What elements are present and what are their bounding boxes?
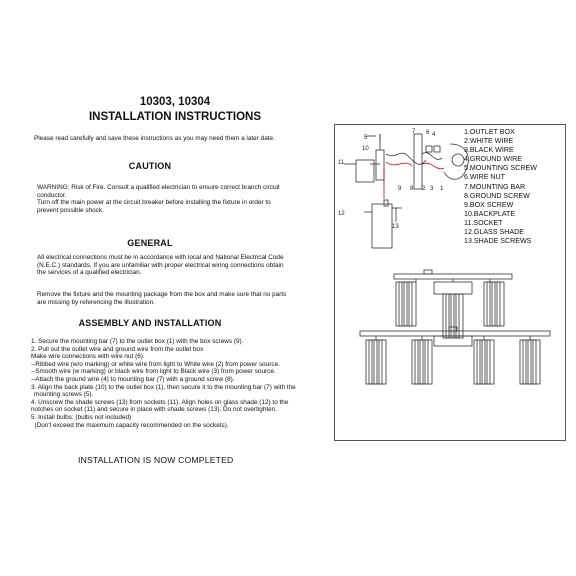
fixture-four-light — [360, 327, 550, 384]
mounting-assembly — [366, 134, 468, 189]
callout-1: 1 — [440, 186, 444, 192]
legend-item: 9.BOX SCREW — [464, 200, 514, 209]
callout-7: 7 — [412, 129, 416, 135]
caution-line: WARNING: Risk of Fire. Consult a qualified electrician to ensure correct branch circuit — [37, 184, 280, 191]
callout-9: 9 — [398, 186, 402, 192]
callout-8: 8 — [410, 186, 414, 192]
caution-heading: CAUTION — [128, 161, 172, 171]
general-line: Remove the fixture and the mounting package from the box and make sure that no parts — [37, 291, 287, 298]
callout-4: 4 — [432, 132, 436, 138]
legend-item: 10.BACKPLATE — [464, 209, 516, 218]
assembly-step: Make wire connections with wire nut (6). — [31, 353, 145, 361]
model-number: 10303, 10304 — [139, 96, 211, 108]
caution-section — [37, 184, 280, 214]
intro-text: Please read carefully and save these instructions as you may need them a later date. — [34, 135, 275, 142]
legend-item: 12.GLASS SHADE — [464, 228, 524, 237]
caution-line: conductor. — [37, 191, 67, 199]
completion-text: INSTALLATION IS NOW COMPLETED — [78, 455, 234, 465]
legend-item: 13.SHADE SCREWS — [464, 237, 532, 246]
callout-5: 5 — [364, 135, 368, 141]
assembly-steps — [31, 338, 296, 429]
general-heading: GENERAL — [127, 238, 173, 248]
callout-10: 10 — [362, 146, 369, 152]
assembly-step: mounting screws (5). — [34, 391, 94, 399]
legend-item: 2.WHITE WIRE — [464, 137, 514, 146]
legend-item: 6.WIRE NUT — [464, 173, 505, 182]
general-paragraph-2 — [37, 291, 286, 306]
assembly-step: --Smooth wire (w marking) or black wire from light to Black wire (3) from power source. — [31, 368, 276, 376]
callout-11: 11 — [338, 160, 345, 166]
assembly-step: --Attach the ground wire (4) to mounting bar (7) with a ground screw (8). — [31, 375, 235, 383]
assembly-step: (Don't exceed the maximum capacity recommended on the sockets). — [31, 421, 229, 429]
general-line: All electrical connections must be in accordance with local and National Electrical Code — [37, 254, 284, 261]
general-line: (N.E.C.) standards. If you are unfamiliar with proper electrical wiring connections obtain — [37, 261, 284, 269]
general-line: the services of a qualified electrician. — [37, 269, 142, 277]
backplate-detail — [344, 160, 384, 199]
parts-legend — [464, 128, 537, 246]
assembly-step: notches on socket (11) and secure in place with shade screws (13). Do not overtighten. — [31, 406, 278, 414]
general-line: are missing by referencing the illustration. — [37, 298, 155, 306]
legend-item: 3.BLACK WIRE — [464, 146, 514, 155]
callout-labels — [338, 129, 444, 230]
assembly-step: 5. Install bulbs: (bulbs not included) — [31, 413, 132, 421]
legend-item: 7.MOUNTING BAR — [464, 182, 526, 191]
legend-item: 11.SOCKET — [464, 218, 503, 227]
legend-item: 4.GROUND WIRE — [464, 155, 522, 164]
assembly-heading: ASSEMBLY AND INSTALLATION — [78, 318, 222, 328]
caution-line: prevent possible shock. — [37, 206, 104, 214]
legend-item: 1.OUTLET BOX — [464, 128, 515, 136]
assembly-step: 3. Align the back plate (10) to the outlet box (1), then secure it to the mounting bar (7) with the — [31, 383, 296, 391]
callout-3: 3 — [430, 186, 434, 192]
assembly-step: 4. Unscrew the shade screws (13) from sockets (11). Align holes on glass shade (12) to the — [31, 398, 289, 406]
general-paragraph-1 — [37, 254, 284, 277]
assembly-step: 1. Secure the mounting bar (7) to the outlet box (1) with the box screws (9). — [31, 338, 244, 345]
assembly-step: 2. Pull out the outlet wire and ground wire from the outlet box — [31, 345, 204, 353]
page-title: INSTALLATION INSTRUCTIONS — [88, 111, 262, 123]
callout-13: 13 — [392, 224, 399, 230]
callout-12: 12 — [338, 211, 345, 217]
legend-item: 5.MOUNTING SCREW — [464, 164, 537, 173]
callout-2: 2 — [422, 186, 426, 192]
caution-line: Turn off the main power at the circuit breaker before installing the fixture in order to — [37, 199, 271, 207]
legend-item: 8.GROUND SCREW — [464, 191, 530, 200]
callout-6: 6 — [426, 130, 430, 136]
fixture-three-light — [394, 270, 512, 338]
assembly-step: --Ribbed wire (w/o marking) or white wire from light to White wire (2) from power source. — [31, 360, 280, 368]
